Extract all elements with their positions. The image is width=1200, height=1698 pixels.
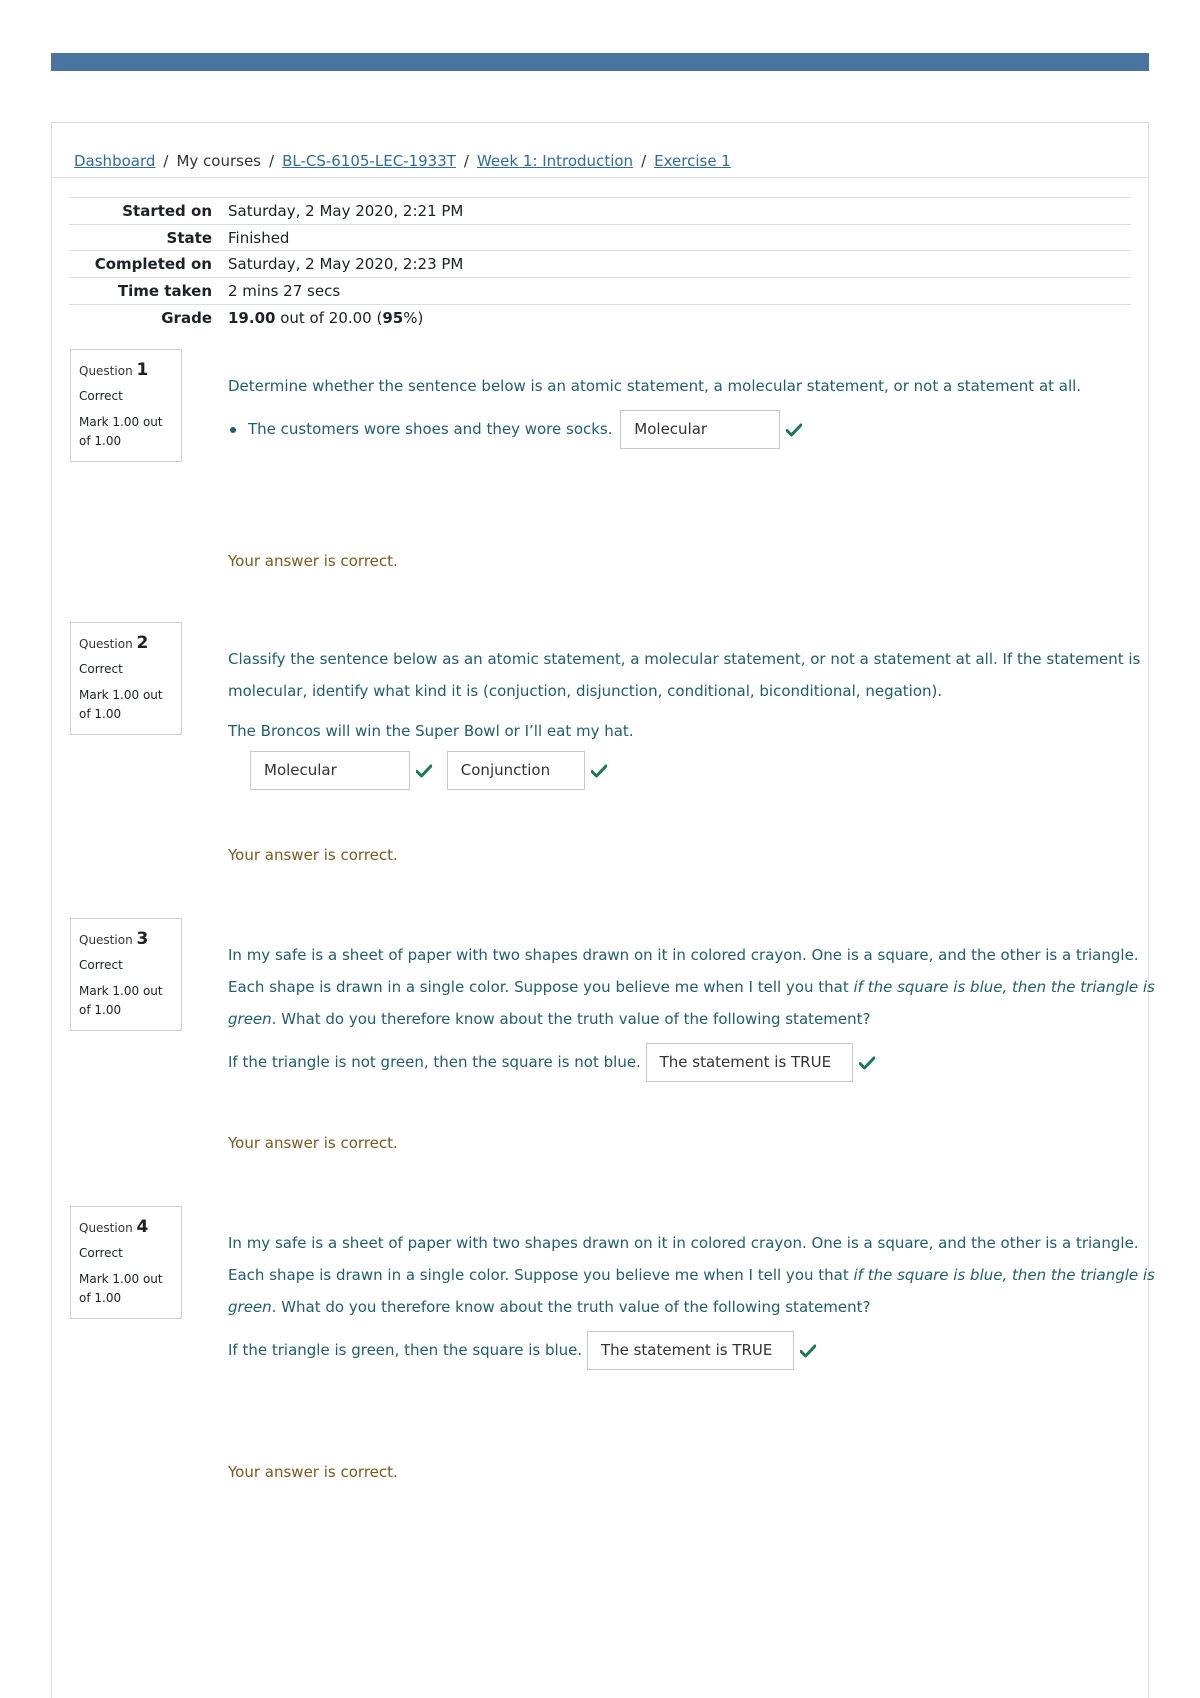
question-mark: Mark 1.00 out of 1.00 bbox=[79, 984, 163, 1017]
summary-row-completed bbox=[69, 251, 1131, 278]
check-icon bbox=[591, 764, 607, 778]
breadcrumb-course[interactable]: BL-CS-6105-LEC-1933T bbox=[282, 152, 456, 170]
question-item-text: The customers wore shoes and they wore socks. bbox=[248, 420, 613, 438]
breadcrumb-week[interactable]: Week 1: Introduction bbox=[476, 152, 634, 170]
answer-select-kind[interactable]: Conjunction bbox=[447, 751, 585, 790]
completed-on-value: Saturday, 2 May 2020, 2:23 PM bbox=[228, 255, 464, 274]
question-info-4 bbox=[70, 1206, 182, 1319]
summary-row-time bbox=[69, 278, 1131, 305]
question-mark: Mark 1.00 out of 1.00 bbox=[79, 688, 163, 721]
breadcrumb-exercise[interactable]: Exercise 1 bbox=[654, 152, 731, 170]
question-info-2 bbox=[70, 622, 182, 735]
breadcrumb: Dashboard / My courses / BL-CS-6105-LEC-1933T / Week 1: Introduction / Exercise 1 bbox=[74, 152, 731, 170]
question-prompt-italic-end: green bbox=[228, 1010, 272, 1028]
question-info-1 bbox=[70, 349, 182, 462]
question-text-4 bbox=[228, 1227, 1155, 1370]
answer-select[interactable]: The statement is TRUE bbox=[646, 1043, 853, 1082]
grade-score: 19.00 bbox=[228, 308, 276, 327]
question-item bbox=[228, 410, 1081, 449]
started-on-value: Saturday, 2 May 2020, 2:21 PM bbox=[228, 201, 464, 220]
question-prompt-line3: . What do you therefore know about the truth value of the following statement? bbox=[271, 1298, 871, 1316]
question-sentence: The Broncos will win the Super Bowl or I’ll eat my hat. bbox=[228, 722, 634, 740]
question-statement: If the triangle is not green, then the square is not blue. bbox=[228, 1053, 641, 1071]
check-icon bbox=[859, 1056, 875, 1070]
summary-row-grade bbox=[69, 304, 1131, 331]
question-label: Question bbox=[79, 637, 133, 651]
summary-row-state bbox=[69, 224, 1131, 251]
question-prompt-line1: In my safe is a sheet of paper with two shapes drawn on it in colored crayon. One is a square, and the other is a triangle. bbox=[228, 1234, 1139, 1252]
question-info-3 bbox=[70, 918, 182, 1031]
question-status: Correct bbox=[79, 1246, 123, 1260]
question-statement: If the triangle is green, then the square is blue. bbox=[228, 1341, 583, 1359]
grade-out-of: out of 20.00 ( bbox=[275, 308, 383, 327]
state-value: Finished bbox=[228, 228, 290, 247]
feedback-2: Your answer is correct. bbox=[228, 846, 398, 864]
answer-row bbox=[250, 751, 1140, 790]
question-prompt-line2: Each shape is drawn in a single color. Suppose you believe me when I tell you that bbox=[228, 978, 854, 996]
bullet-icon bbox=[230, 427, 236, 433]
time-taken-label: Time taken bbox=[117, 281, 212, 300]
question-status: Correct bbox=[79, 958, 123, 972]
summary-row-started bbox=[69, 198, 1131, 225]
question-prompt-line1: Classify the sentence below as an atomic statement, a molecular statement, or not a statement at all. If the statement is bbox=[228, 650, 1141, 668]
grade-label: Grade bbox=[161, 308, 212, 327]
question-prompt: Determine whether the sentence below is an atomic statement, a molecular statement, or not a statement at all. bbox=[228, 377, 1082, 395]
question-number: 4 bbox=[136, 1217, 149, 1237]
question-status: Correct bbox=[79, 389, 123, 403]
answer-row bbox=[228, 1043, 1155, 1082]
check-icon bbox=[800, 1344, 816, 1358]
question-prompt-line3: . What do you therefore know about the truth value of the following statement? bbox=[271, 1010, 871, 1028]
question-label: Question bbox=[79, 933, 133, 947]
question-prompt-italic-end: green bbox=[228, 1298, 272, 1316]
question-text-1 bbox=[228, 370, 1081, 449]
question-label: Question bbox=[79, 364, 133, 378]
top-banner bbox=[51, 53, 1149, 71]
question-number: 2 bbox=[136, 633, 149, 653]
question-prompt-line2: molecular, identify what kind it is (conjuction, disjunction, conditional, biconditional, negation). bbox=[228, 682, 943, 700]
breadcrumb-divider bbox=[52, 177, 1148, 178]
answer-select-type[interactable]: Molecular bbox=[250, 751, 410, 790]
question-prompt-line1: In my safe is a sheet of paper with two shapes drawn on it in colored crayon. One is a square, and the other is a triangle. bbox=[228, 946, 1139, 964]
breadcrumb-my-courses: My courses bbox=[176, 152, 261, 170]
question-prompt-line2: Each shape is drawn in a single color. Suppose you believe me when I tell you that bbox=[228, 1266, 854, 1284]
answer-select[interactable]: The statement is TRUE bbox=[587, 1331, 794, 1370]
question-status: Correct bbox=[79, 662, 123, 676]
feedback-1: Your answer is correct. bbox=[228, 552, 398, 570]
quiz-review-card bbox=[51, 122, 1155, 1698]
feedback-3: Your answer is correct. bbox=[228, 1134, 398, 1152]
breadcrumb-dashboard[interactable]: Dashboard bbox=[74, 152, 156, 170]
check-icon bbox=[786, 423, 802, 437]
answer-row bbox=[228, 1331, 1155, 1370]
question-number: 1 bbox=[136, 360, 149, 380]
question-text-3 bbox=[228, 939, 1155, 1082]
question-label: Question bbox=[79, 1221, 133, 1235]
grade-end: %) bbox=[403, 308, 424, 327]
grade-percent: 95 bbox=[382, 308, 404, 327]
question-prompt-italic: if the square is blue, then the triangle is bbox=[853, 1266, 1155, 1284]
time-taken-value: 2 mins 27 secs bbox=[228, 281, 341, 300]
started-on-label: Started on bbox=[122, 201, 212, 220]
answer-select[interactable]: Molecular bbox=[620, 410, 780, 449]
question-mark: Mark 1.00 out of 1.00 bbox=[79, 1272, 163, 1305]
check-icon bbox=[416, 764, 432, 778]
attempt-summary-table bbox=[69, 197, 1131, 331]
completed-on-label: Completed on bbox=[94, 255, 212, 274]
grade-value bbox=[228, 304, 1131, 331]
question-text-2 bbox=[228, 643, 1140, 790]
question-prompt-italic: if the square is blue, then the triangle is bbox=[853, 978, 1155, 996]
state-label: State bbox=[166, 228, 212, 247]
question-number: 3 bbox=[136, 929, 149, 949]
feedback-4: Your answer is correct. bbox=[228, 1463, 398, 1481]
question-mark: Mark 1.00 out of 1.00 bbox=[79, 415, 163, 448]
